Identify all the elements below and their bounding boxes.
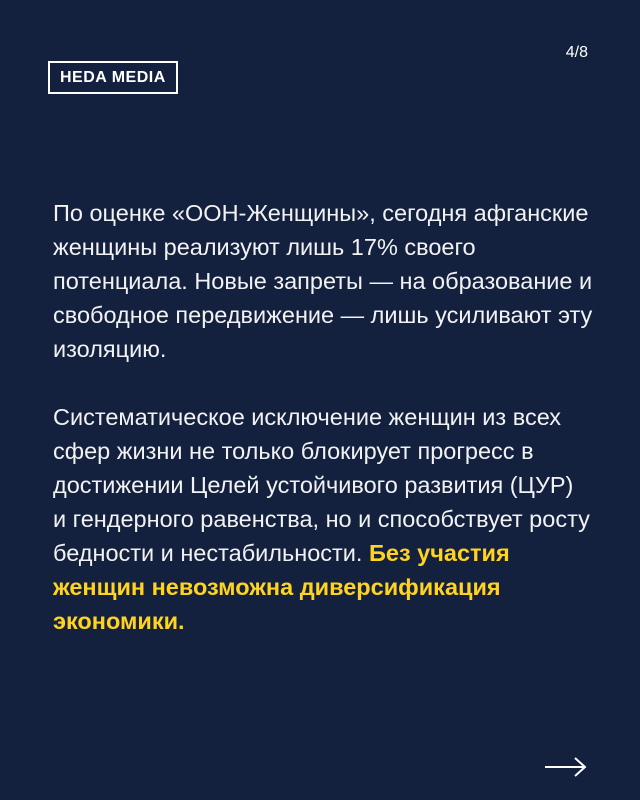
page-counter: 4/8 [565, 44, 588, 61]
paragraph-2-text: Систематическое исключение женщин из всех сфер жизни не только блокирует прогресс в достижении Целей устойчивого развития (ЦУР) и гендерного равенства, но и способствует росту бедности и нестабильности. [53, 404, 590, 566]
arrow-right-icon[interactable] [544, 755, 588, 779]
highlighted-text: Без участия женщин невозможна диверсификация экономики. [53, 540, 510, 634]
paragraph-1: По оценке «ООН-Женщины», сегодня афганские женщины реализуют лишь 17% своего потенциала. Новые запреты — на образование и свободное передвижение — лишь усиливают эту изоляцию. [53, 200, 593, 362]
heda-media-logo: HEDA MEDIA [48, 61, 178, 94]
paragraph-2 [53, 400, 593, 638]
main-text [53, 196, 593, 638]
